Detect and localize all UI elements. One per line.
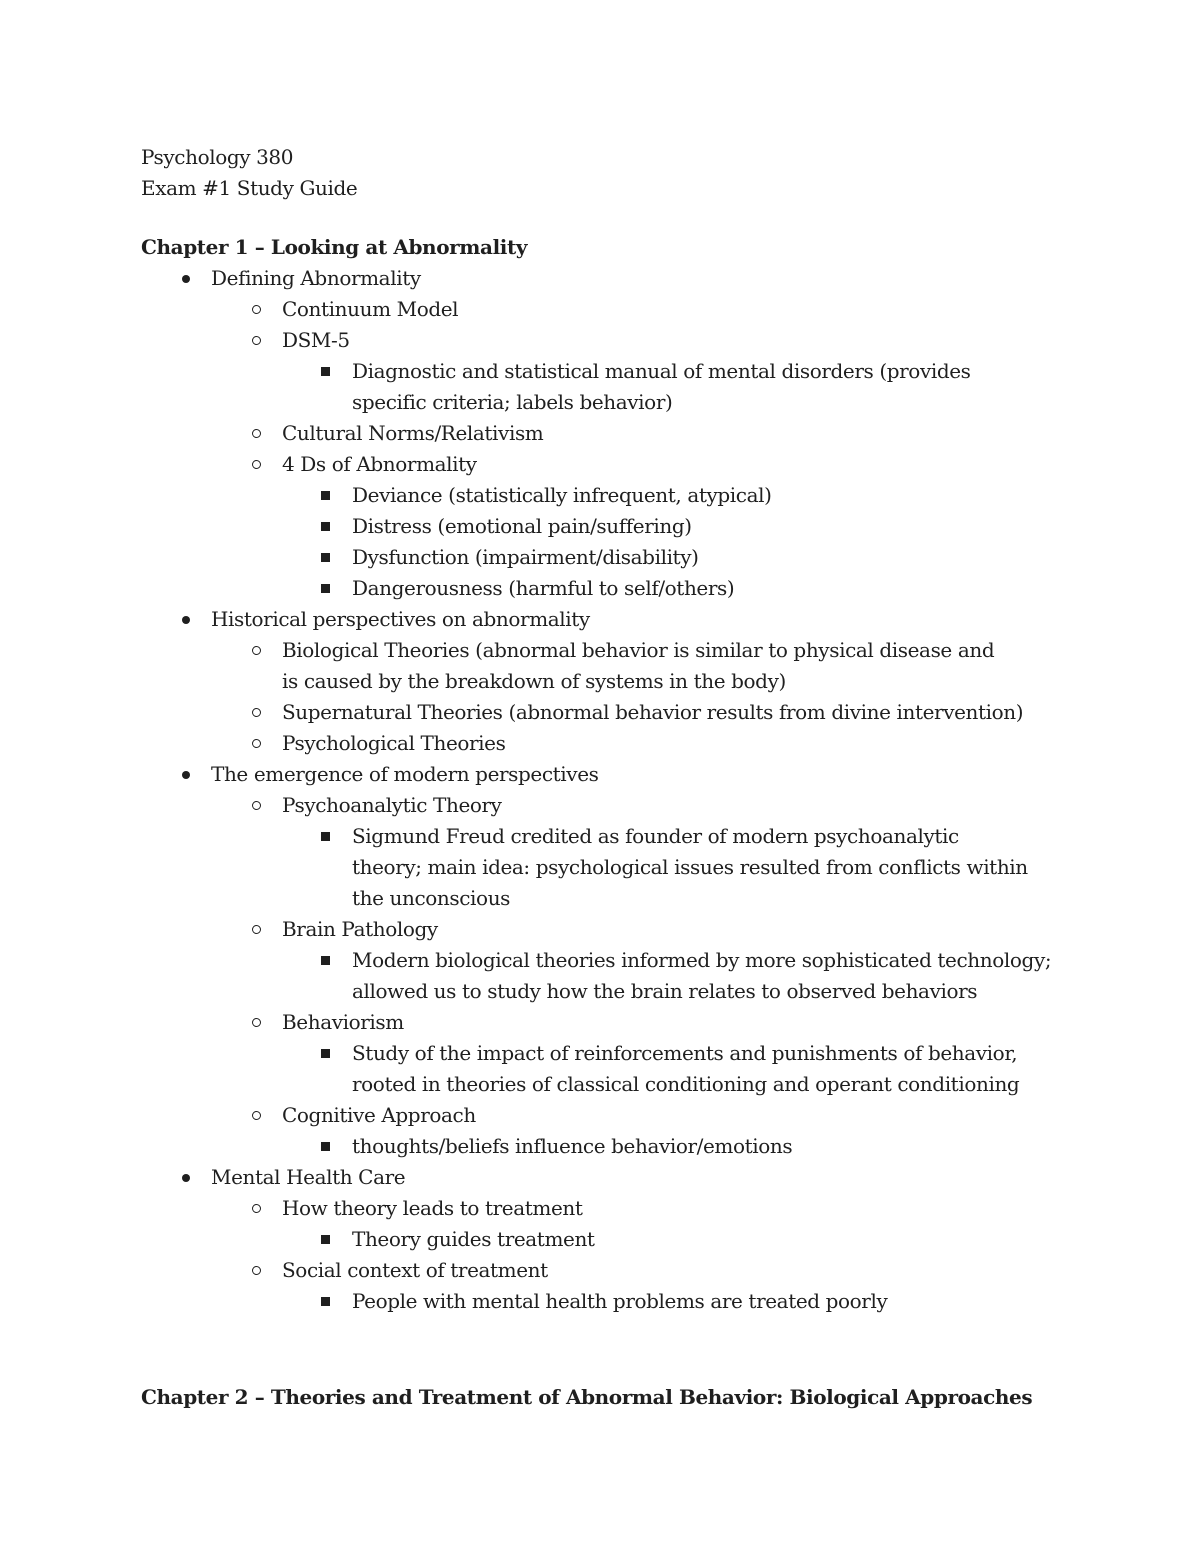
list-item: Modern biological theories informed by more sophisticated technology; allowed us to study how the brain relates to observed behaviors [352, 948, 1052, 1003]
list-item: Cultural Norms/Relativism [282, 421, 544, 445]
list-item: Continuum Model [282, 297, 459, 321]
list-item: Diagnostic and statistical manual of mental disorders (provides specific criteria; labels behavior) [352, 359, 971, 414]
document-subtitle: Exam #1 Study Guide [141, 176, 358, 200]
document-header [141, 142, 357, 204]
chapter-2-heading: Chapter 2 – Theories and Treatment of Abnormal Behavior: Biological Approaches [141, 1385, 1033, 1409]
list-item: Social context of treatment [282, 1258, 548, 1282]
list-item: Biological Theories (abnormal behavior is similar to physical disease and is caused by the breakdown of systems in the body) [282, 638, 995, 693]
list-item: DSM-5 [282, 328, 350, 352]
list-item: Defining Abnormality [211, 266, 421, 290]
list-item: Psychoanalytic Theory [282, 793, 502, 817]
list-item: Mental Health Care [211, 1165, 406, 1189]
list-item: Dangerousness (harmful to self/others) [352, 576, 735, 600]
list-item: Psychological Theories [282, 731, 506, 755]
list-item: Behaviorism [282, 1010, 404, 1034]
course-title: Psychology 380 [141, 145, 294, 169]
list-item: Dysfunction (impairment/disability) [352, 545, 699, 569]
list-item: Supernatural Theories (abnormal behavior results from divine intervention) [282, 700, 1024, 724]
list-item: How theory leads to treatment [282, 1196, 583, 1220]
list-item: Cognitive Approach [282, 1103, 476, 1127]
list-item: Study of the impact of reinforcements and punishments of behavior, rooted in theories of classical conditioning and operant conditioning [352, 1041, 1020, 1096]
list-item: Theory guides treatment [352, 1227, 595, 1251]
list-item: Historical perspectives on abnormality [211, 607, 590, 631]
list-item: Deviance (statistically infrequent, atypical) [352, 483, 772, 507]
list-item: Brain Pathology [282, 917, 438, 941]
list-item: Sigmund Freud credited as founder of modern psychoanalytic theory; main idea: psychological issues resulted from conflicts within the unconscious [352, 824, 1028, 910]
list-item: 4 Ds of Abnormality [282, 452, 477, 476]
list-item: thoughts/beliefs influence behavior/emotions [352, 1134, 793, 1158]
chapter-1-heading: Chapter 1 – Looking at Abnormality [141, 235, 528, 259]
list-item: People with mental health problems are treated poorly [352, 1289, 888, 1313]
list-item: The emergence of modern perspectives [211, 762, 599, 786]
list-item: Distress (emotional pain/suffering) [352, 514, 692, 538]
